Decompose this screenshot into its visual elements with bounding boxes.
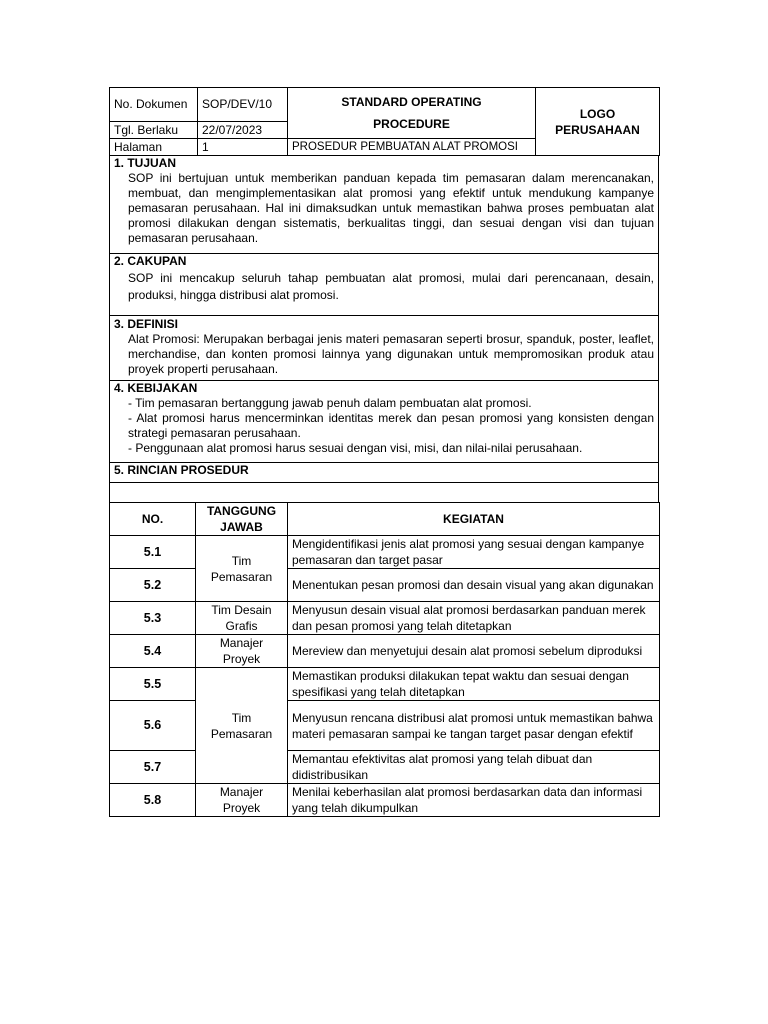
resp-line: Pemasaran (210, 726, 273, 741)
responsible-cell (196, 635, 288, 668)
title-line-2: PROCEDURE (373, 117, 450, 131)
doc-number-value: SOP/DEV/10 (198, 88, 288, 122)
section-kebijakan (110, 381, 659, 463)
responsible-cell (196, 668, 288, 784)
col-header-resp-line-2: JAWAB (220, 520, 263, 534)
logo-line-1: LOGO (579, 106, 616, 121)
table-row (110, 635, 660, 668)
row-number: 5.3 (110, 602, 196, 635)
section-body-cakupan: SOP ini mencakup seluruh tahap pembuatan alat promosi, mulai dari perencanaan, desain, produksi, hingga distribusi alat promosi. (128, 271, 654, 302)
resp-line: Manajer (219, 636, 264, 650)
section-body-tujuan: SOP ini bertujuan untuk memberikan panduan kepada tim pemasaran dalam merencanakan, membuat, dan mengimplementasikan alat promosi yang efektif untuk mendukung kampanye pemasaran perusahaan. Hal ini dimaksudkan untuk memastikan bahwa proses pembuatan alat promosi dilakukan dengan sistematis, berkualitas tinggi, dan sesuai dengan visi dan tujuan pemasaran perusahaan. (128, 171, 654, 245)
col-header-activity: KEGIATAN (288, 503, 660, 536)
section-rincian (110, 463, 659, 483)
spacer-row (110, 483, 659, 503)
activity-cell: Menyusun desain visual alat promosi berdasarkan panduan merek dan pesan promosi yang telah ditetapkan (288, 602, 660, 635)
resp-line: Pemasaran (210, 569, 273, 584)
section-heading-tujuan: 1. TUJUAN (114, 156, 177, 170)
col-header-resp-line-1: TANGGUNG (206, 504, 277, 518)
responsible-cell (196, 602, 288, 635)
procedure-table (109, 502, 660, 817)
responsible-cell (196, 536, 288, 602)
responsible-cell (196, 784, 288, 817)
resp-line: Proyek (222, 652, 261, 666)
activity-cell: Mengidentifikasi jenis alat promosi yang sesuai dengan kampanye pemasaran dan target pasar (288, 536, 660, 569)
row-number: 5.4 (110, 635, 196, 668)
policy-item-1: - Tim pemasaran bertanggung jawab penuh dalam pembuatan alat promosi. (128, 396, 532, 410)
page-value: 1 (198, 139, 288, 156)
resp-line: Grafis (225, 619, 258, 633)
activity-cell: Memantau efektivitas alat promosi yang telah dibuat dan didistribusikan (288, 751, 660, 784)
policy-item-3: - Penggunaan alat promosi harus sesuai dengan visi, misi, dan nilai-nilai perusahaan. (128, 441, 583, 455)
activity-cell: Mereview dan menyetujui desain alat promosi sebelum diproduksi (288, 635, 660, 668)
resp-line: Proyek (222, 801, 261, 815)
section-heading-rincian: 5. RINCIAN PROSEDUR (114, 463, 249, 477)
section-heading-kebijakan: 4. KEBIJAKAN (114, 381, 198, 395)
row-number: 5.2 (110, 569, 196, 602)
section-cakupan (110, 254, 659, 316)
table-row (110, 569, 660, 602)
document-title (288, 88, 536, 139)
row-number: 5.8 (110, 784, 196, 817)
doc-number-label: No. Dokumen (110, 88, 198, 122)
table-row (110, 784, 660, 817)
activity-cell: Menyusun rencana distribusi alat promosi untuk memastikan bahwa materi pemasaran sampai ke tangan target pasar dengan efektif (288, 701, 660, 751)
section-heading-cakupan: 2. CAKUPAN (114, 254, 187, 268)
activity-cell: Memastikan produksi dilakukan tepat waktu dan sesuai dengan spesifikasi yang telah ditetapkan (288, 668, 660, 701)
activity-cell: Menilai keberhasilan alat promosi berdasarkan data dan informasi yang telah dikumpulkan (288, 784, 660, 817)
table-row (110, 536, 660, 569)
col-header-no: NO. (110, 503, 196, 536)
row-number: 5.5 (110, 668, 196, 701)
company-logo-placeholder (536, 88, 660, 156)
sop-document (109, 87, 659, 817)
resp-line: Tim (231, 553, 252, 568)
title-line-1: STANDARD OPERATING (341, 95, 482, 109)
col-header-responsible (196, 503, 288, 536)
table-row (110, 668, 660, 701)
table-row (110, 701, 660, 751)
policy-item-2: - Alat promosi harus mencerminkan identitas merek dan pesan promosi yang konsisten dengan strategi pemasaran perusahaan. (128, 411, 654, 440)
effective-date-value: 22/07/2023 (198, 122, 288, 139)
resp-line: Tim (231, 710, 252, 725)
resp-line: Manajer (219, 785, 264, 799)
section-heading-definisi: 3. DEFINISI (114, 317, 179, 331)
procedure-subtitle: PROSEDUR PEMBUATAN ALAT PROMOSI (288, 139, 536, 156)
row-number: 5.7 (110, 751, 196, 784)
table-row (110, 751, 660, 784)
resp-line: Tim Desain (211, 603, 272, 617)
effective-date-label: Tgl. Berlaku (110, 122, 198, 139)
activity-cell: Menentukan pesan promosi dan desain visual yang akan digunakan (288, 569, 660, 602)
section-body-definisi: Alat Promosi: Merupakan berbagai jenis materi pemasaran seperti brosur, spanduk, poster, leaflet, merchandise, dan konten promosi lainnya yang digunakan untuk mempromosikan produk atau proyek properti perusahaan. (128, 332, 654, 376)
sop-sections-table (109, 155, 659, 503)
sop-header-table (109, 87, 660, 156)
table-row (110, 602, 660, 635)
logo-line-2: PERUSAHAAN (555, 122, 640, 137)
row-number: 5.6 (110, 701, 196, 751)
row-number: 5.1 (110, 536, 196, 569)
page-label: Halaman (110, 139, 198, 156)
section-tujuan (110, 156, 659, 254)
section-definisi (110, 316, 659, 381)
